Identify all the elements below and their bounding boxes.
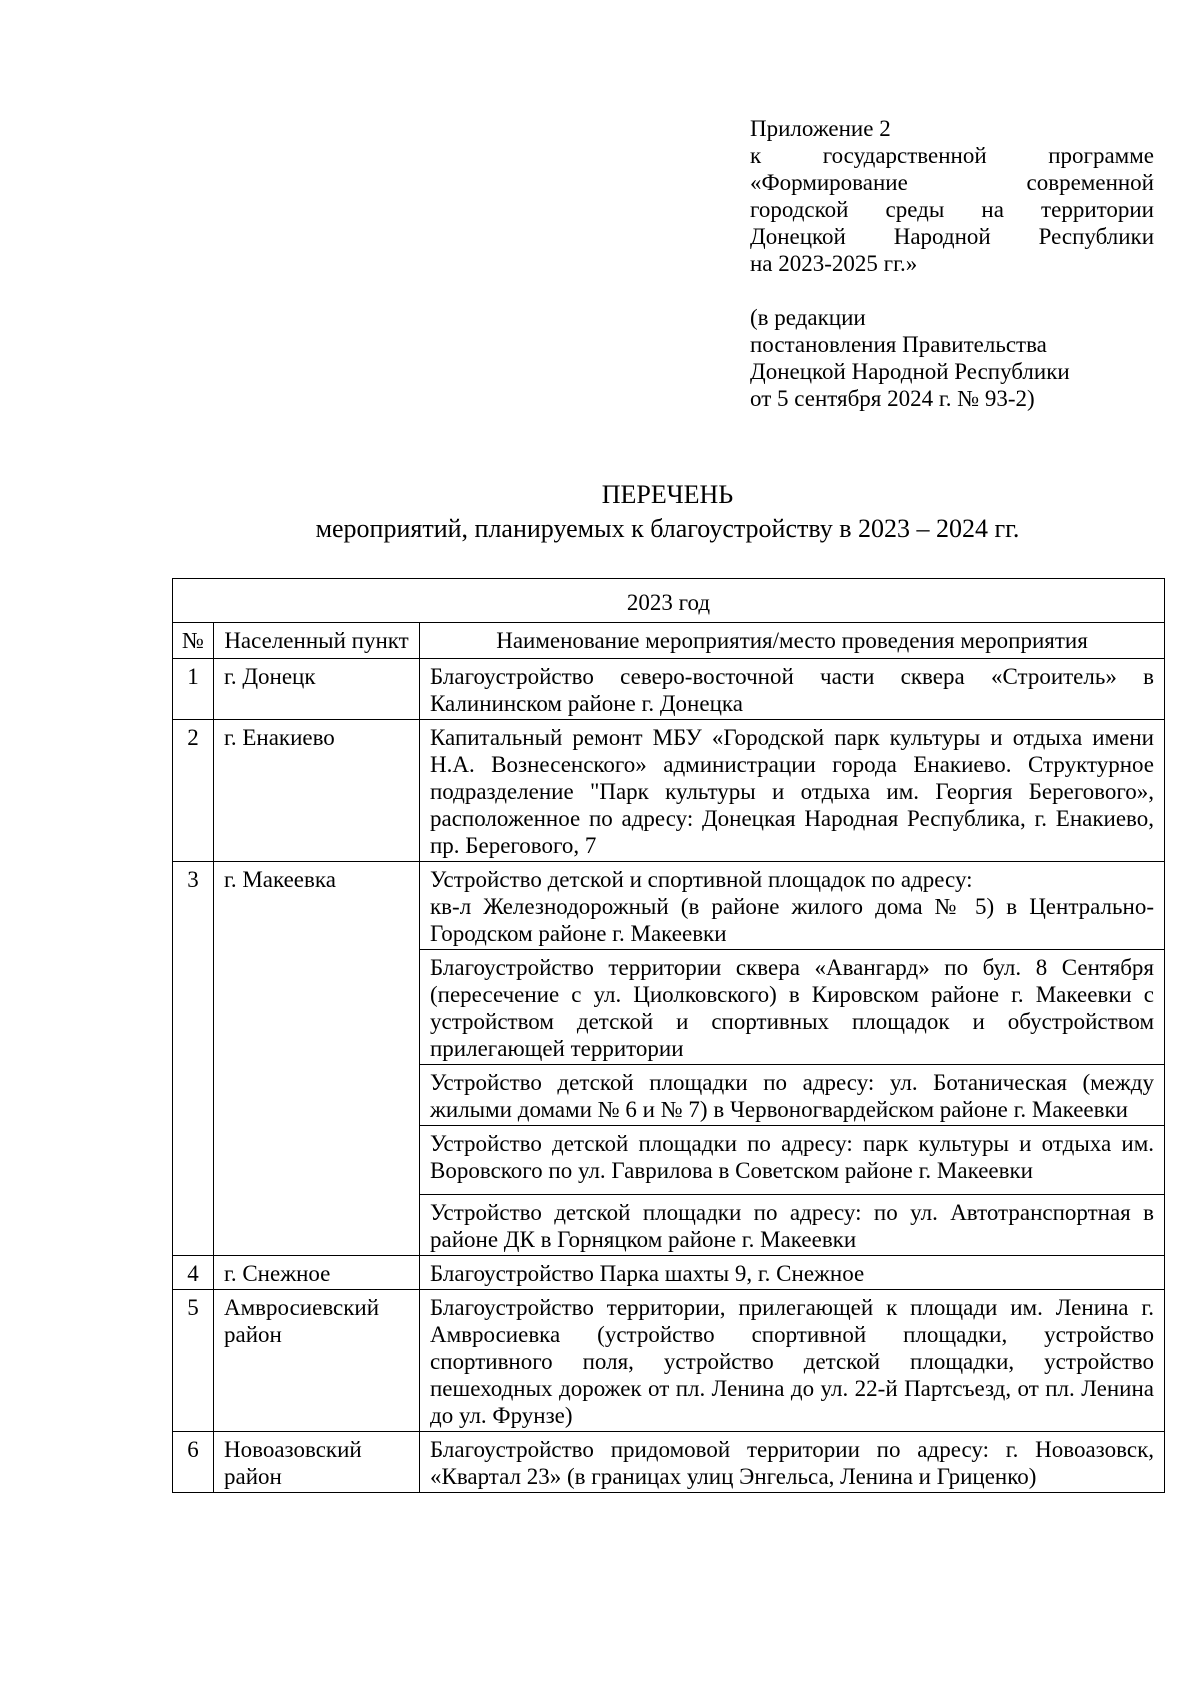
- row-desc: Устройство детской площадки по адресу: парк культуры и отдыха им. Воровского по ул. Гаврилова в Советском районе г. Макеевки: [420, 1126, 1165, 1195]
- header-num: №: [173, 623, 214, 659]
- year-cell: 2023 год: [173, 579, 1165, 623]
- row-desc: Благоустройство Парка шахты 9, г. Снежное: [420, 1256, 1165, 1290]
- row-desc: [420, 862, 1165, 950]
- row-place: г. Макеевка: [214, 862, 420, 1256]
- row-place: г. Донецк: [214, 659, 420, 720]
- row-place: г. Снежное: [214, 1256, 420, 1290]
- table-row: [173, 1290, 1165, 1432]
- row-num: 2: [173, 720, 214, 862]
- row-desc: Устройство детской площадки по адресу: ул. Ботаническая (между жилыми домами № 6 и № 7) в Червоногвардейском районе г. Макеевки: [420, 1065, 1165, 1126]
- row-desc: Благоустройство территории сквера «Авангард» по бул. 8 Сентября (пересечение с ул. Циолковского) в Кировском районе г. Макеевки с устройством детской и спортивных площадок и обустройством прилегающей территории: [420, 950, 1165, 1065]
- header-row: [173, 623, 1165, 659]
- appendix-block: [750, 115, 1154, 412]
- row-place: г. Енакиево: [214, 720, 420, 862]
- row-num: 1: [173, 659, 214, 720]
- row-desc: Устройство детской площадки по адресу: по ул. Автотранспортная в районе ДК в Горняцком районе г. Макеевки: [420, 1195, 1165, 1256]
- row-place: Амвросиевский район: [214, 1290, 420, 1432]
- header-desc: Наименование мероприятия/место проведения мероприятия: [420, 623, 1165, 659]
- row-desc: Благоустройство северо-восточной части сквера «Строитель» в Калининском районе г. Донецка: [420, 659, 1165, 720]
- appendix-line: к государственной программе: [750, 143, 1154, 168]
- table-row: [173, 862, 1165, 950]
- year-row: [173, 579, 1165, 623]
- row-place: Новоазовский район: [214, 1432, 420, 1493]
- events-table: [172, 578, 1165, 1493]
- header-place: Населенный пункт: [214, 623, 420, 659]
- edition-line: (в редакции: [750, 305, 866, 330]
- table-row: [173, 659, 1165, 720]
- row-num: 5: [173, 1290, 214, 1432]
- edition-line: от 5 сентября 2024 г. № 93-2): [750, 386, 1035, 411]
- row-num: 3: [173, 862, 214, 1256]
- table-row: [173, 1256, 1165, 1290]
- heading-subtitle: мероприятий, планируемых к благоустройству в 2023 – 2024 гг.: [315, 514, 1020, 543]
- row-desc-line: кв-л Железнодорожный (в районе жилого дома № 5) в Центрально-Городском районе г. Макеевки: [430, 894, 1154, 946]
- row-desc: Благоустройство придомовой территории по адресу: г. Новоазовск, «Квартал 23» (в границах улиц Энгельса, Ленина и Гриценко): [420, 1432, 1165, 1493]
- row-desc: Благоустройство территории, прилегающей к площади им. Ленина г. Амвросиевка (устройство спортивной площадки, устройство спортивного поля, устройство детской площадки, устройство пешеходных дорожек от пл. Ленина до ул. 22-й Партсъезд, от пл. Ленина до ул. Фрунзе): [420, 1290, 1165, 1432]
- edition-line: Донецкой Народной Республики: [750, 359, 1070, 384]
- heading-title: ПЕРЕЧЕНЬ: [601, 480, 734, 509]
- appendix-title: Приложение 2: [750, 116, 891, 141]
- row-desc-line: Устройство детской и спортивной площадок по адресу:: [430, 867, 973, 892]
- table-row: [173, 1432, 1165, 1493]
- appendix-line: Донецкой Народной Республики: [750, 224, 1154, 249]
- appendix-line: на 2023-2025 гг.»: [750, 251, 918, 276]
- document-heading: [170, 478, 1165, 546]
- appendix-line: «Формирование современной: [750, 170, 1154, 195]
- appendix-line: городской среды на территории: [750, 197, 1154, 222]
- table-row: [173, 720, 1165, 862]
- row-num: 6: [173, 1432, 214, 1493]
- edition-line: постановления Правительства: [750, 332, 1047, 357]
- row-num: 4: [173, 1256, 214, 1290]
- row-desc: Капитальный ремонт МБУ «Городской парк культуры и отдыха имени Н.А. Вознесенского» администрации города Енакиево. Структурное подразделение "Парк культуры и отдыха им. Георгия Берегового», расположенное по адресу: Донецкая Народная Республика, г. Енакиево, пр. Берегового, 7: [420, 720, 1165, 862]
